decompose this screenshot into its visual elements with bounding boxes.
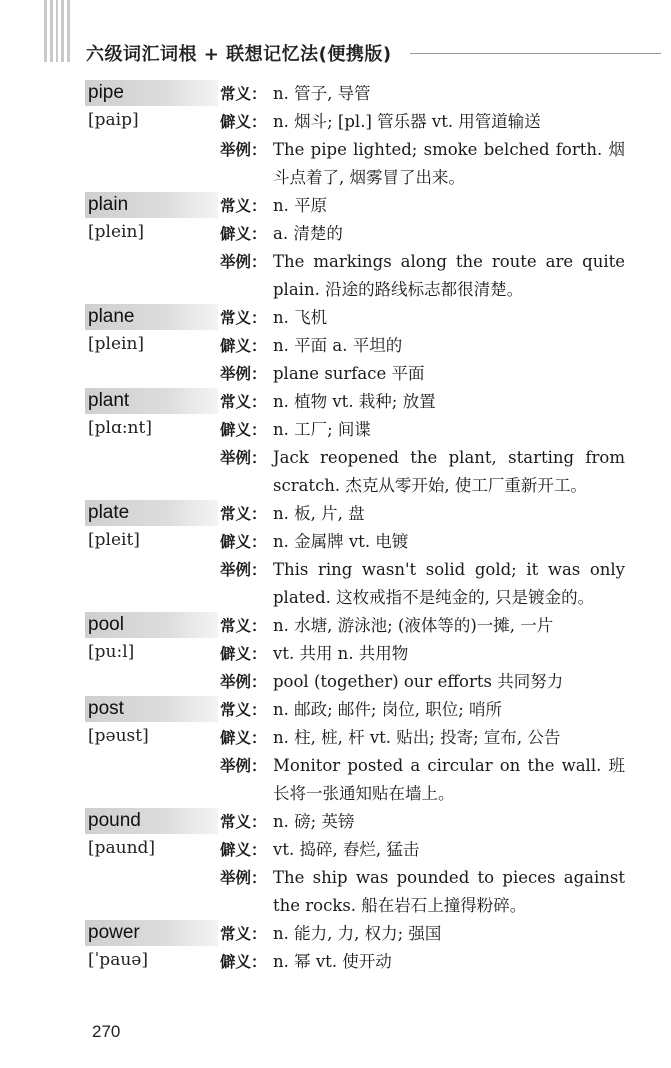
example-sentence: The pipe lighted; smoke belched forth. 烟斗点着了, 烟雾冒了出来。 bbox=[273, 140, 625, 187]
pronunciation: [pu:l] bbox=[88, 642, 135, 662]
headword: plate bbox=[85, 500, 218, 526]
headword: pipe bbox=[85, 80, 218, 106]
rare-meaning: vt. 共用 n. 共用物 bbox=[273, 644, 409, 663]
common-meaning: n. 能力, 力, 权力; 强国 bbox=[273, 924, 442, 943]
example-sentence: The ship was pounded to pieces against the rocks. 船在岩石上撞得粉碎。 bbox=[273, 868, 625, 915]
entry-plant bbox=[85, 388, 625, 500]
example-sentence: Jack reopened the plant, starting from scratch. 杰克从零开始, 使工厂重新开工。 bbox=[273, 448, 625, 495]
rare-meaning: n. 金属牌 vt. 电镀 bbox=[273, 532, 409, 551]
pronunciation: [pleit] bbox=[88, 530, 140, 550]
rare-meaning: n. 烟斗; [pl.] 管乐器 vt. 用管道输送 bbox=[273, 112, 541, 131]
page-number: 270 bbox=[92, 1022, 121, 1041]
common-meaning: n. 管子, 导管 bbox=[273, 84, 371, 103]
example-sentence: This ring wasn't solid gold; it was only plated. 这枚戒指不是纯金的, 只是镀金的。 bbox=[273, 560, 625, 607]
pronunciation: [plɑ:nt] bbox=[88, 418, 152, 438]
entry-power bbox=[85, 920, 625, 976]
headword: pool bbox=[85, 612, 218, 638]
common-meaning: n. 平原 bbox=[273, 196, 328, 215]
common-label: 常义： bbox=[220, 813, 267, 831]
common-label: 常义： bbox=[220, 393, 267, 411]
entry-plain bbox=[85, 192, 625, 304]
header-decoration bbox=[44, 0, 70, 62]
rare-meaning: a. 清楚的 bbox=[273, 224, 343, 243]
example-sentence: pool (together) our efforts 共同努力 bbox=[273, 672, 564, 691]
example-sentence: plane surface 平面 bbox=[273, 364, 425, 383]
rare-label: 僻义： bbox=[220, 953, 267, 971]
pronunciation: [paip] bbox=[88, 110, 139, 130]
rare-label: 僻义： bbox=[220, 337, 267, 355]
pronunciation: [pəust] bbox=[88, 726, 149, 746]
rare-label: 僻义： bbox=[220, 225, 267, 243]
example-label: 举例： bbox=[220, 253, 267, 271]
rare-label: 僻义： bbox=[220, 645, 267, 663]
common-meaning: n. 植物 vt. 栽种; 放置 bbox=[273, 392, 436, 411]
common-label: 常义： bbox=[220, 309, 267, 327]
entry-pipe bbox=[85, 80, 625, 192]
common-label: 常义： bbox=[220, 85, 267, 103]
example-sentence: Monitor posted a circular on the wall. 班长将一张通知贴在墙上。 bbox=[273, 756, 625, 803]
rare-label: 僻义： bbox=[220, 533, 267, 551]
rare-meaning: n. 幂 vt. 使开动 bbox=[273, 952, 392, 971]
rare-meaning: n. 工厂; 间谍 bbox=[273, 420, 371, 439]
running-header-title: 六级词汇词根 + 联想记忆法(便携版) bbox=[86, 44, 392, 65]
example-label: 举例： bbox=[220, 365, 267, 383]
headword: plant bbox=[85, 388, 218, 414]
rare-meaning: n. 柱, 桩, 杆 vt. 贴出; 投寄; 宣布, 公告 bbox=[273, 728, 561, 747]
headword: pound bbox=[85, 808, 218, 834]
rare-meaning: n. 平面 a. 平坦的 bbox=[273, 336, 403, 355]
headword: post bbox=[85, 696, 218, 722]
rare-label: 僻义： bbox=[220, 841, 267, 859]
common-label: 常义： bbox=[220, 197, 267, 215]
example-label: 举例： bbox=[220, 141, 267, 159]
headword: power bbox=[85, 920, 218, 946]
rare-label: 僻义： bbox=[220, 113, 267, 131]
common-meaning: n. 板, 片, 盘 bbox=[273, 504, 365, 523]
headword: plain bbox=[85, 192, 218, 218]
entry-pool bbox=[85, 612, 625, 696]
pronunciation: [plein] bbox=[88, 222, 145, 242]
entry-plate bbox=[85, 500, 625, 612]
header-rule bbox=[410, 53, 661, 54]
common-label: 常义： bbox=[220, 925, 267, 943]
common-meaning: n. 邮政; 邮件; 岗位, 职位; 哨所 bbox=[273, 700, 503, 719]
example-label: 举例： bbox=[220, 449, 267, 467]
example-label: 举例： bbox=[220, 869, 267, 887]
example-label: 举例： bbox=[220, 757, 267, 775]
common-label: 常义： bbox=[220, 701, 267, 719]
example-label: 举例： bbox=[220, 673, 267, 691]
example-label: 举例： bbox=[220, 561, 267, 579]
headword: plane bbox=[85, 304, 218, 330]
entry-list bbox=[85, 80, 625, 976]
pronunciation: [plein] bbox=[88, 334, 145, 354]
common-meaning: n. 磅; 英镑 bbox=[273, 812, 355, 831]
common-meaning: n. 水塘, 游泳池; (液体等的)一摊, 一片 bbox=[273, 616, 554, 635]
entry-plane bbox=[85, 304, 625, 388]
entry-pound bbox=[85, 808, 625, 920]
common-label: 常义： bbox=[220, 505, 267, 523]
pronunciation: [paund] bbox=[88, 838, 156, 858]
example-sentence: The markings along the route are quite plain. 沿途的路线标志都很清楚。 bbox=[273, 252, 625, 299]
rare-label: 僻义： bbox=[220, 729, 267, 747]
rare-label: 僻义： bbox=[220, 421, 267, 439]
common-label: 常义： bbox=[220, 617, 267, 635]
common-meaning: n. 飞机 bbox=[273, 308, 328, 327]
pronunciation: [ˈpauə] bbox=[88, 950, 148, 970]
entry-post bbox=[85, 696, 625, 808]
rare-meaning: vt. 捣碎, 舂烂, 猛击 bbox=[273, 840, 420, 859]
